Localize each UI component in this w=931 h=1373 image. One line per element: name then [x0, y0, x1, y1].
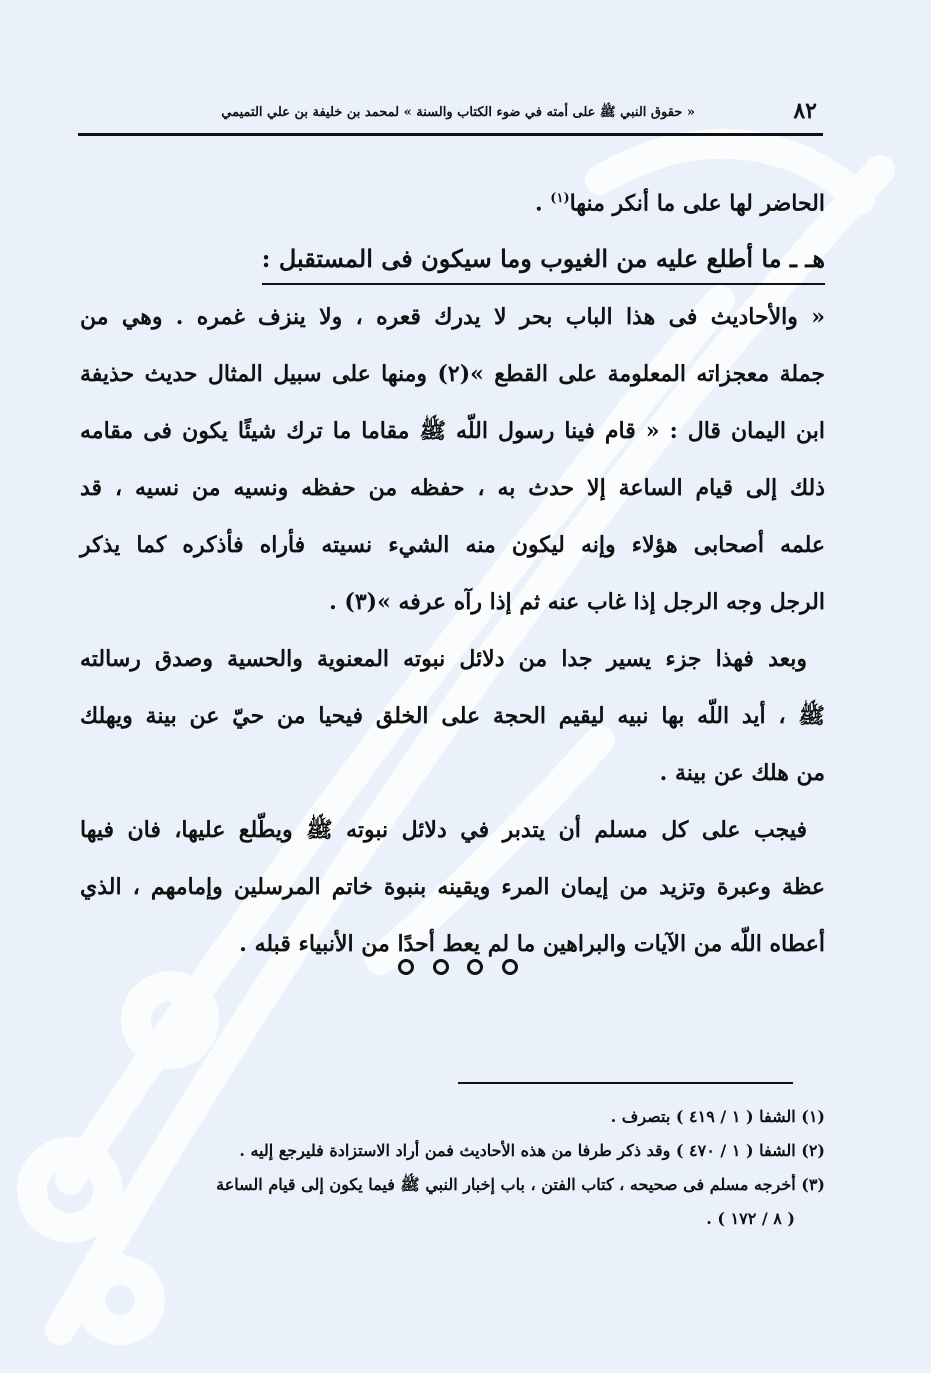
page-header [78, 98, 823, 128]
paragraph-1-line: علمه أصحابى هؤلاء وإنه ليكون منه الشيء نسيته فأراه فأذكره كما يذكر [80, 532, 825, 559]
paragraph-1-line: ابن اليمان قال : « قام فينا رسول اللّه ﷺ مقاما ما ترك شيئًا يكون فى مقامه [80, 418, 825, 445]
paragraph-3-line: فيجب على كل مسلم أن يتدبر في دلائل نبوته ﷺ ويطّلع عليها، فان فيها [80, 817, 807, 844]
footnote-1: (١) الشفا ( ١ / ٤١٩ ) بتصرف . [610, 1107, 825, 1126]
footnote-3-continued: ( ٨ / ١٧٢ ) . [706, 1209, 795, 1228]
header-rule [78, 133, 823, 136]
footnote-2: (٢) الشفا ( ١ / ٤٧٠ ) وقد ذكر طرفا من هذه الأحاديث فمن أراد الاستزادة فليرجع إليه . [239, 1141, 825, 1160]
paragraph-3-line: عظة وعبرة وتزيد من إيمان المرء ويقينه بنبوة خاتم المرسلين وإمامهم ، الذي [80, 874, 825, 901]
section-heading: هـ ـ ما أطلع عليه من الغيوب وما سيكون فى المستقبل : [262, 237, 825, 285]
paragraph-1-line: ذلك إلى قيام الساعة إلا حدث به ، حفظه من حفظه ونسيه من نسيه ، قد [80, 475, 825, 502]
paragraph-1-line: الرجل وجه الرجل إذا غاب عنه ثم إذا رآه عرفه »(٣) . [329, 589, 825, 616]
page-number: ٨٢ [793, 98, 817, 124]
paragraph-1-line: « والأحاديث فى هذا الباب بحر لا يدرك قعره ، ولا ينزف غمره . وهي من [80, 304, 825, 331]
section-heading-wrap [80, 232, 825, 289]
paragraph-1-line: جملة معجزاته المعلومة على القطع »(٢) ومنها على سبيل المثال حديث حذيفة [80, 361, 825, 388]
ornament-circle [433, 959, 449, 975]
footnotes [80, 1100, 825, 1236]
body-text [80, 170, 825, 973]
footnote-rule [458, 1082, 793, 1084]
footnote-ref-1: (١) [550, 191, 570, 206]
ornament-circle [398, 959, 414, 975]
ornament-circle [502, 959, 518, 975]
paragraph-2-line: وبعد فهذا جزء يسير جدا من دلائل نبوته المعنوية والحسية وصدق رسالته [80, 646, 807, 673]
paragraph-3-line: أعطاه اللّه من الآيات والبراهين ما لم يعط أحدًا من الأنبياء قبله . [239, 931, 825, 958]
ornament-circle [467, 959, 483, 975]
opening-end: . [534, 190, 551, 217]
paragraph-2-line: ﷺ ، أيد اللّه بها نبيه ليقيم الحجة على الخلق فيحيا من حيّ عن بينة ويهلك [80, 703, 825, 730]
running-title: « حقوق النبي ﷺ على أمته في ضوء الكتاب والسنة » لمحمد بن خليفة بن علي التميمي [221, 105, 695, 120]
footnote-3: (٣) أخرجه مسلم فى صحيحه ، كتاب الفتن ، باب إخبار النبي ﷺ فيما يكون إلى قيام الساعة [216, 1175, 825, 1194]
section-ornament [398, 952, 518, 982]
opening-line [80, 170, 825, 232]
opening-text: الحاضر لها على ما أنكر منها [569, 190, 825, 217]
paragraph-2-line: من هلك عن بينة . [659, 760, 825, 787]
